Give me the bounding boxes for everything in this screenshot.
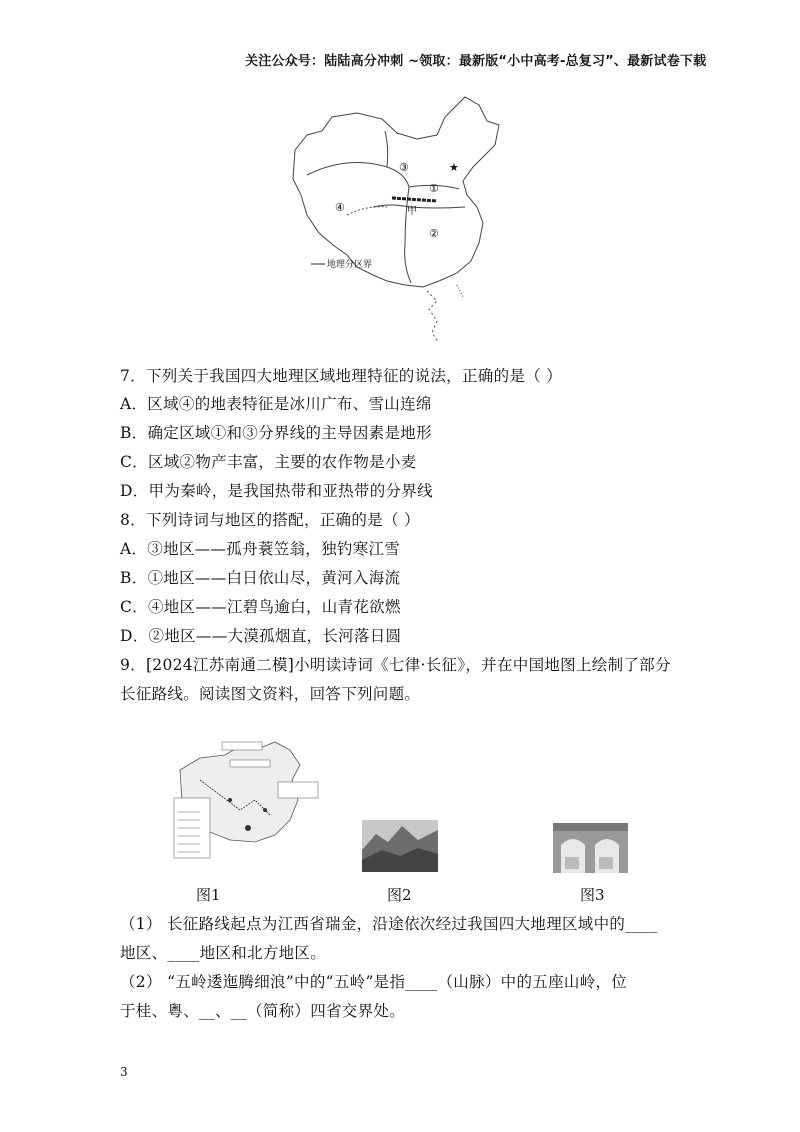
region-label-3: ③ <box>399 161 409 174</box>
question-7-option-a: A．区域④的地表特征是冰川广布、雪山连绵 <box>120 395 432 413</box>
star-icon: ★ <box>449 161 459 174</box>
map-legend-text: 地理分区界 <box>327 260 373 270</box>
question-8-option-d: D．②地区——大漠孤烟直，长河落日圆 <box>120 627 402 645</box>
region-label-2: ② <box>429 227 439 240</box>
question-8-option-c: C．④地区——江碧鸟逾白，山青花欲燃 <box>120 598 401 616</box>
page-number: 3 <box>120 1065 128 1079</box>
question-9-stem: 9．[2024江苏南通二模]小明读诗词《七律·长征》，并在中国地图上绘制了部分长征路线。阅读图文资料，回答下列问题。 <box>120 656 671 703</box>
question-9-sub2-line1: （2） “五岭逶迤腾细浪”中的“五岭”是指____（山脉）中的五座山岭，位 <box>120 973 628 991</box>
question-8-stem: 8．下列诗词与地区的搭配，正确的是（ ） <box>120 511 420 529</box>
figure-2-caption: 图2 <box>387 886 412 904</box>
question-8-option-b: B．①地区——白日依山尽，黄河入海流 <box>120 569 401 587</box>
long-march-map-figure <box>170 740 320 865</box>
mountains-photo-figure <box>362 820 438 872</box>
qinling-line <box>392 198 437 201</box>
figure-3-caption: 图3 <box>580 886 605 904</box>
china-regions-map <box>287 95 502 345</box>
region-label-1: ① <box>429 182 439 195</box>
figure-1-caption: 图1 <box>196 886 221 904</box>
question-7-stem: 7．下列关于我国四大地理区域地理特征的说法，正确的是（ ） <box>120 367 562 385</box>
building-photo-figure <box>553 823 628 873</box>
question-8-option-a: A．③地区——孤舟蓑笠翁，独钓寒江雪 <box>120 540 401 558</box>
question-7-option-b: B．确定区域①和③分界线的主导因素是地形 <box>120 424 432 442</box>
question-9-sub1-line1: （1） 长征路线起点为江西省瑞金，沿途依次经过我国四大地理区域中的____ <box>120 915 658 933</box>
question-9-sub2-line2: 于桂、粤、__、__（简称）四省交界处。 <box>120 1002 406 1020</box>
question-9-sub1-line2: 地区、____地区和北方地区。 <box>120 944 327 962</box>
region-label-4: ④ <box>335 201 345 214</box>
map-outline <box>293 97 499 343</box>
question-7-option-d: D．甲为秦岭，是我国热带和亚热带的分界线 <box>120 482 433 500</box>
question-7-option-c: C．区域②物产丰富，主要的农作物是小麦 <box>120 453 417 471</box>
page-header: 关注公众号：陆陆高分冲刺 ~领取：最新版“小中高考-总复习”、最新试卷下载 <box>245 54 707 69</box>
qinling-label: 甲 <box>407 206 417 217</box>
